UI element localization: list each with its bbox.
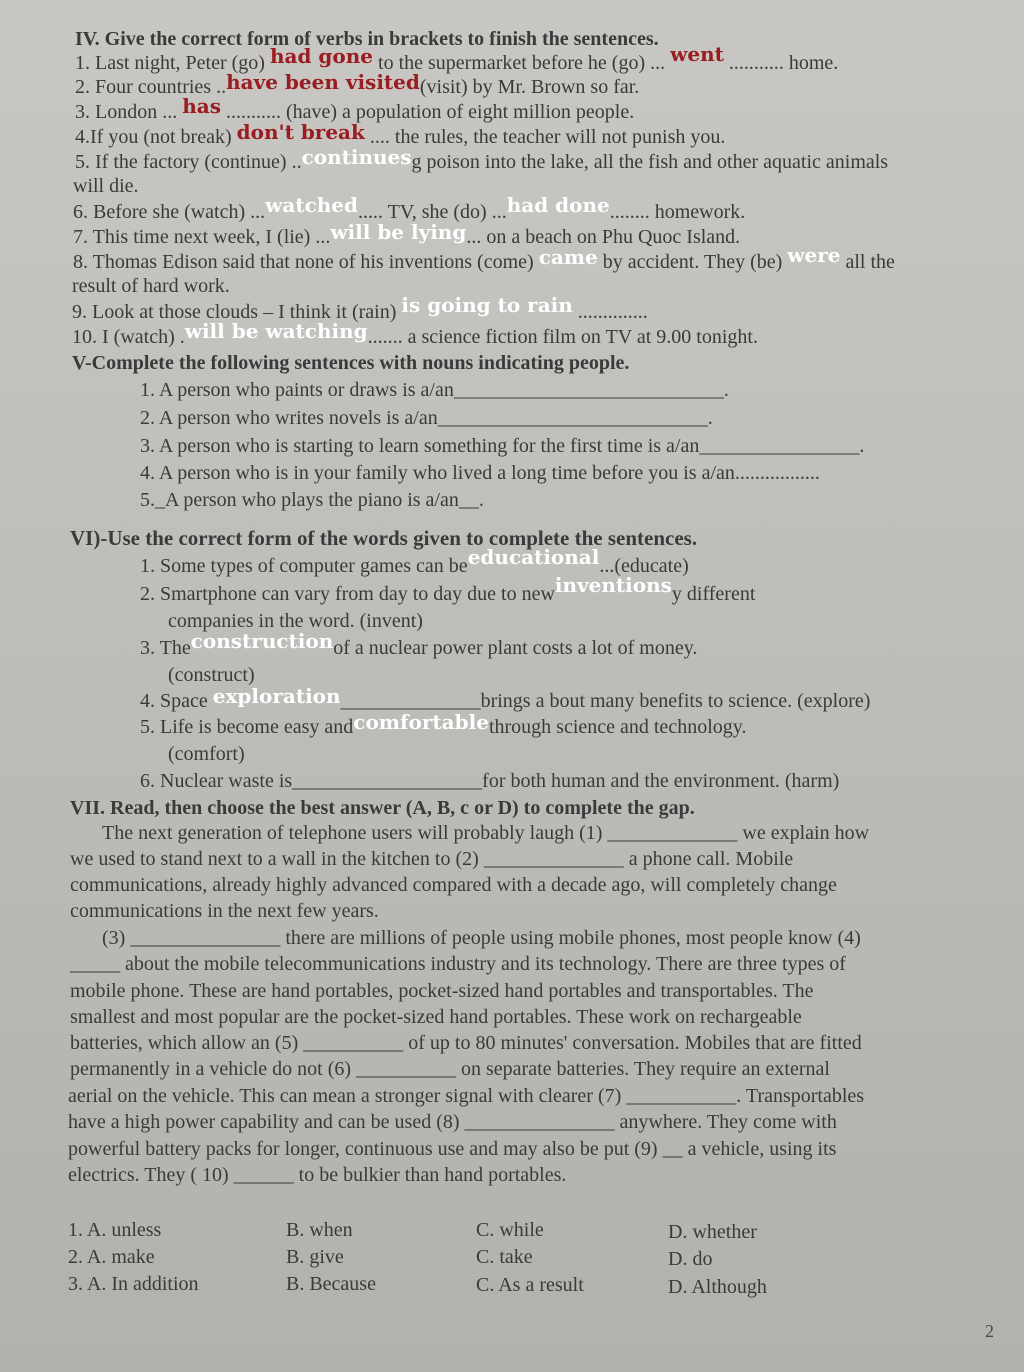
s4-q10: 10. I (watch) .will be watching....... a science fiction film on TV at 9.00 tonight. [72,319,758,348]
s6-q2: 2. Smartphone can vary from day to day due to newinventionsy different [140,573,756,605]
s4-q8-cont: result of hard work. [72,275,230,297]
answer-q1a: had gone [269,44,374,68]
answer-q5: continues [301,145,412,169]
answer-s6-q2: inventions [554,573,672,597]
passage-line-13: powerful battery packs for longer, continuous use and may also be put (9) __ a vehicle, using its [68,1138,837,1160]
s6-q2-cont: companies in the word. (invent) [168,610,423,632]
option-row-3-a: 3. A. In addition [68,1273,199,1295]
s5-item-4: 4. A person who is in your family who lived a long time before you is a/an................. [140,462,820,484]
page-number: 2 [985,1321,994,1341]
s5-item-1: 1. A person who paints or draws is a/an___________________________. [140,379,729,401]
section-vi-heading: VI)-Use the correct form of the words given to complete the sentences. [70,526,698,550]
option-row-1-a: 1. A. unless [68,1219,162,1241]
s6-q3: 3. Theconstructionof a nuclear power plant costs a lot of money. [140,629,698,659]
s4-q5-cont: will die. [73,175,139,197]
answer-s6-q1: educational [467,545,600,569]
s5-item-2: 2. A person who writes novels is a/an___________________________. [140,407,713,429]
passage-line-2: we used to stand next to a wall in the kitchen to (2) ______________ a phone call. Mobile [70,848,794,870]
option-row-3-c: C. As a result [476,1274,584,1296]
s4-q5: 5. If the factory (continue) ..continuesg poison into the lake, all the fish and other aquatic animals [75,145,889,173]
answer-q8b: were [787,243,841,267]
s6-q4: 4. Space exploration______________brings a bout many benefits to science. (explore) [140,684,871,712]
s4-q4: 4.If you (not break) don't break .... the rules, the teacher will not punish you. [75,120,726,148]
option-row-2-b: B. give [286,1246,344,1268]
answer-q3: has [182,94,221,118]
answer-q6b: had done [506,193,610,217]
s4-q6: 6. Before she (watch) ...watched..... TV, she (do) ...had done........ homework. [73,193,746,223]
s4-q3: 3. London ... has ........... (have) a population of eight million people. [75,94,635,123]
s6-q5: 5. Life is become easy andcomfortablethrough science and technology. [140,710,747,738]
answer-s6-q5: comfortable [353,710,489,734]
s5-item-5: 5._A person who plays the piano is a/an__. [140,489,484,511]
option-row-3-b: B. Because [286,1273,376,1295]
answer-q4: don't break [236,120,365,144]
answer-s6-q3: construction [190,629,334,653]
s4-q8: 8. Thomas Edison said that none of his inventions (come) came by accident. They (be) were all the [73,243,895,273]
s6-q5-cont: (comfort) [168,743,245,765]
s6-q6: 6. Nuclear waste is___________________for both human and the environment. (harm) [140,770,840,792]
passage-line-8: smallest and most popular are the pocket-sized hand portables. These work on rechargeable [70,1006,802,1028]
answer-q1b: went [670,42,724,66]
answer-q9: is going to rain [401,293,573,317]
s4-q7: 7. This time next week, I (lie) ...will be lying... on a beach on Phu Quoc Island. [73,220,741,248]
passage-line-4: communications in the next few years. [70,900,379,922]
passage-line-5: (3) _______________ there are millions of people using mobile phones, most people know (4) [102,927,861,949]
passage-line-14: electrics. They ( 10) ______ to be bulkier than hand portables. [68,1164,567,1186]
option-row-3-d: D. Although [668,1276,767,1298]
answer-q6a: watched [265,193,358,217]
passage-line-12: have a high power capability and can be used (8) _______________ anywhere. They come with [68,1111,837,1133]
answer-s6-q4: exploration [212,684,341,708]
section-iv-heading: IV. Give the correct form of verbs in brackets to finish the sentences. [75,28,659,50]
option-row-2-c: C. take [476,1246,533,1268]
s6-q3-cont: (construct) [168,664,255,686]
section-v-heading: V-Complete the following sentences with nouns indicating people. [72,352,630,374]
option-row-1-d: D. whether [668,1221,757,1243]
option-row-1-b: B. when [286,1219,353,1241]
passage-line-11: aerial on the vehicle. This can mean a stronger signal with clearer (7) ___________. Transportables [68,1085,865,1107]
passage-line-6: _____ about the mobile telecommunications industry and its technology. There are three types of [70,953,846,975]
option-row-2-a: 2. A. make [68,1246,155,1268]
answer-q8a: came [538,245,598,269]
answer-q10: will be watching [184,319,368,343]
passage-line-1: The next generation of telephone users will probably laugh (1) _____________ we explain how [102,822,870,844]
passage-line-10: permanently in a vehicle do not (6) __________ on separate batteries. They require an external [70,1058,830,1080]
option-row-2-d: D. do [668,1248,713,1270]
s6-q1: 1. Some types of computer games can beeducational...(educate) [140,545,689,577]
section-vii-heading: VII. Read, then choose the best answer (A, B, c or D) to complete the gap. [70,797,695,819]
s4-q2: 2. Four countries ..have been visited(visit) by Mr. Brown so far. [75,70,640,98]
s4-q9: 9. Look at those clouds – I think it (rain) is going to rain .............. [72,293,648,323]
s4-q1: 1. Last night, Peter (go) had gone to the supermarket before he (go) ... went ........... home. [75,42,839,74]
answer-q7: will be lying [330,220,467,244]
option-row-1-c: C. while [476,1219,544,1241]
answer-q2: have been visited [226,70,420,94]
s5-item-3: 3. A person who is starting to learn something for the first time is a/an________________. [140,435,865,457]
passage-line-7: mobile phone. These are hand portables, pocket-sized hand portables and transportables. The [70,980,814,1002]
passage-line-3: communications, already highly advanced compared with a decade ago, will completely change [70,874,837,896]
passage-line-9: batteries, which allow an (5) __________ of up to 80 minutes' conversation. Mobiles that are fitted [70,1032,862,1054]
